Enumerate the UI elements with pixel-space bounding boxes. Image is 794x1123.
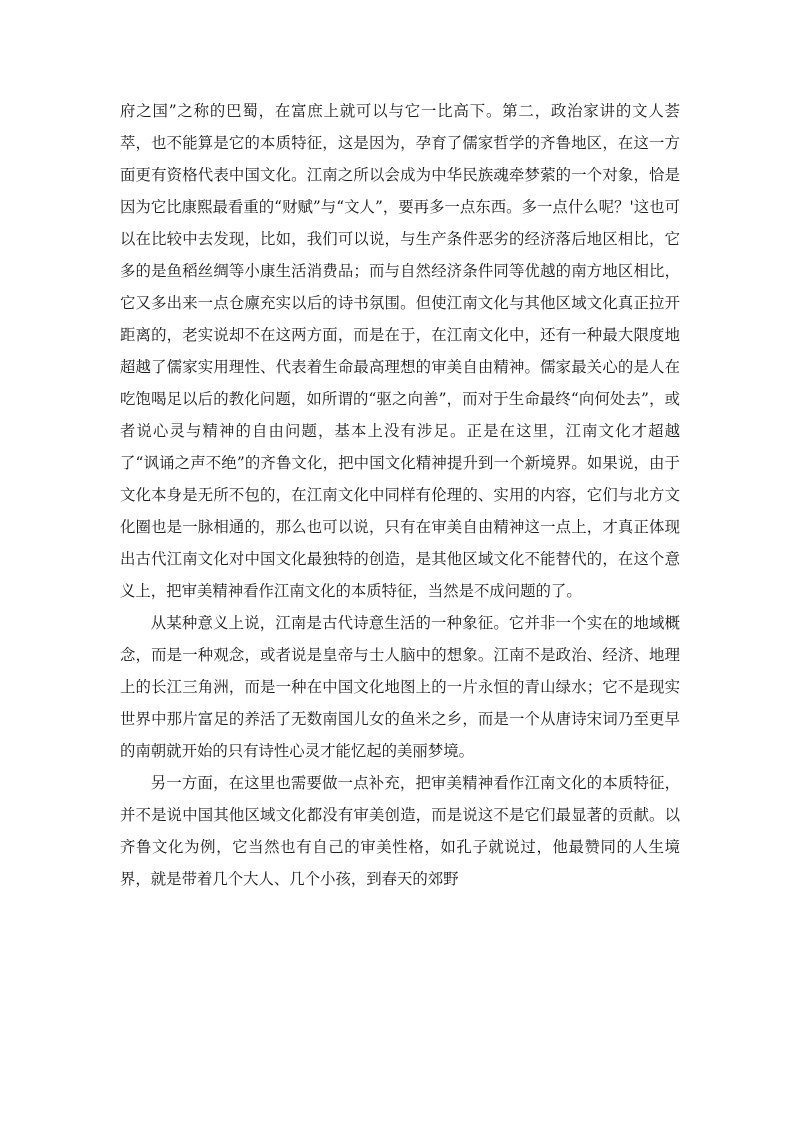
document-body xyxy=(120,95,680,895)
paragraph-3: 另一方面，在这里也需要做一点补充，把审美精神看作江南文化的本质特征，并不是说中国其他区域文化都没有审美创造，而是说这不是它们最显著的贡献。以齐鲁文化为例，它当然也有自己的审美性格，如孔子就说过，他最赞同的人生境界，就是带着几个大人、几个小孩，到春天的郊野 xyxy=(120,774,680,888)
paragraph-1: 府之国”之称的巴蜀，在富庶上就可以与它一比高下。第二，政治家讲的文人荟萃，也不能算是它的本质特征，这是因为，孕育了儒家哲学的齐鲁地区，在这一方面更有资格代表中国文化。江南之所以会成为中华民族魂牵梦萦的一个对象，恰是因为它比康熙最看重的“财赋”与“文人”，要再多一点东西。多一点什么呢？'这也可以在比较中去发现，比如，我们可以说，与生产条件恶劣的经济落后地区相比，它多的是鱼稻丝绸等小康生活消费品；而与自然经济条件同等优越的南方地区相比，它又多出来一点仓廪充实以后的诗书氛围。但使江南文化与其他区域文化真正拉开距离的，老实说却不在这两方面，而是在于，在江南文化中，还有一种最大限度地超越了儒家实用理性、代表着生命最高理想的审美自由精神。儒家最关心的是人在吃饱喝足以后的教化问题，如所谓的“驱之向善”，而对于生命最终“向何处去”，或者说心灵与精神的自由问题，基本上没有涉足。正是在这里，江南文化才超越了“讽诵之声不绝”的齐鲁文化，把中国文化精神提升到一个新境界。如果说，由于文化本身是无所不包的，在江南文化中同样有伦理的、实用的内容，它们与北方文化圈也是一脉相通的，那么也可以说，只有在审美自由精神这一点上，才真正体现出古代江南文化对中国文化最独特的创造，是其他区域文化不能替代的，在这个意义上，把审美精神看作江南文化的本质特征，当然是不成问题的了。 xyxy=(120,102,680,600)
paragraph-2: 从某种意义上说，江南是古代诗意生活的一种象征。它并非一个实在的地域概念，而是一种观念，或者说是皇帝与士人脑中的想象。江南不是政治、经济、地理上的长江三角洲，而是一种在中国文化地图上的一片永恒的青山绿水；它不是现实世界中那片富足的养活了无数南国儿女的鱼米之乡，而是一个从唐诗宋词乃至更早的南朝就开始的只有诗性心灵才能忆起的美丽梦境。 xyxy=(120,614,680,760)
